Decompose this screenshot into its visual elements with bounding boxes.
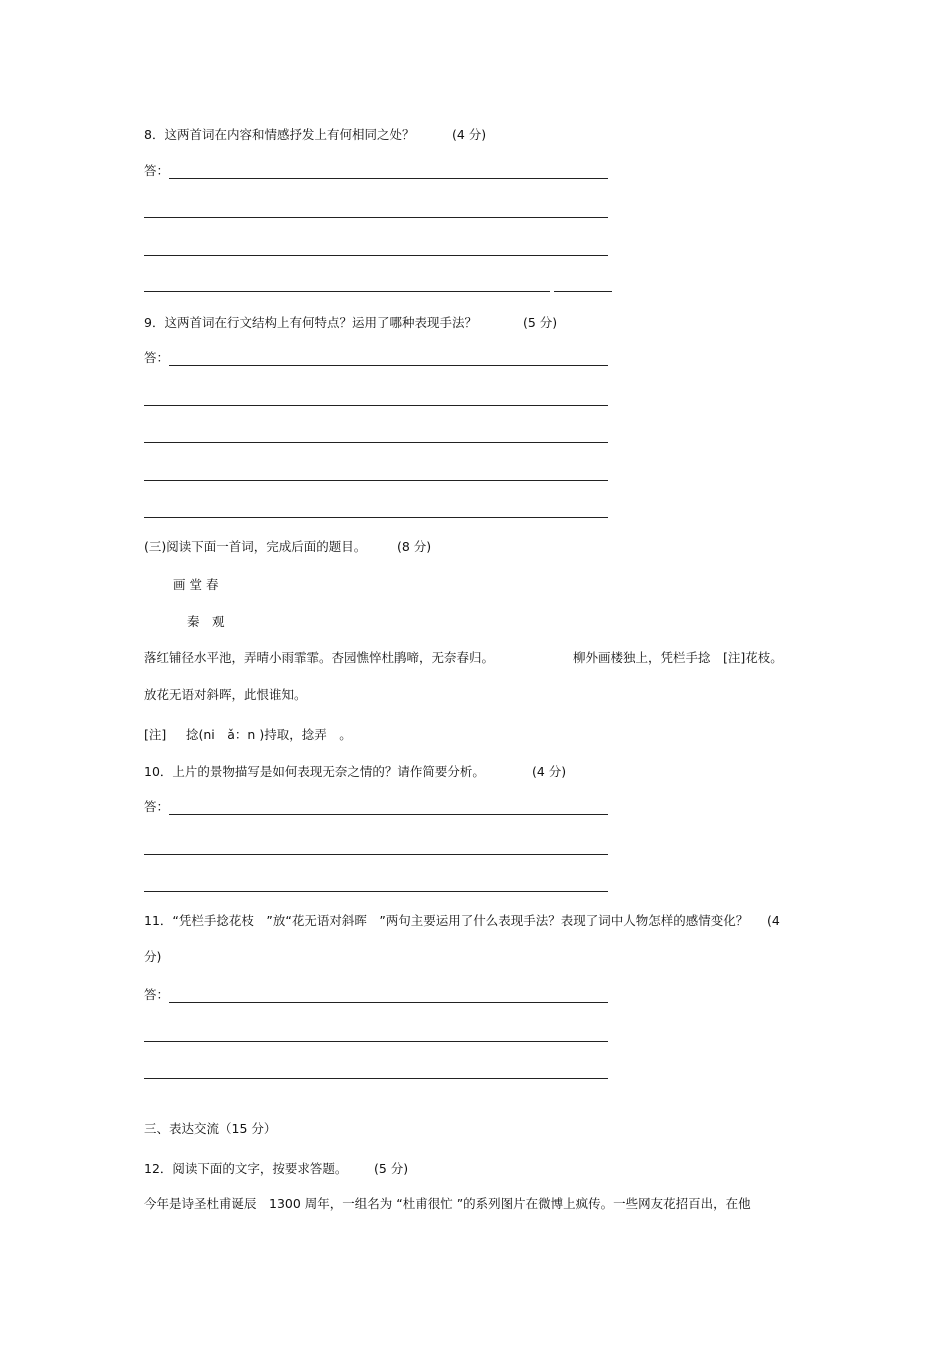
- q12-passage: 今年是诗圣杜甫诞辰 1300 周年，一组名为 “杜甫很忙 ”的系列图片在微博上疯传。一些网友花招百出，在他: [144, 1196, 751, 1211]
- section3-heading: (三)阅读下面一首词，完成后面的题目。: [144, 539, 367, 554]
- q9-text: 9．这两首词在行文结构上有何特点？运用了哪种表现手法？: [144, 315, 477, 330]
- q11-answer-label: 答：: [144, 987, 170, 1002]
- q8-text: 8．这两首词在内容和情感抒发上有何相同之处？: [144, 127, 415, 142]
- q11-answer-line-2[interactable]: [144, 1041, 608, 1042]
- note-label: [注]: [144, 727, 167, 742]
- section3-score: (8 分): [397, 539, 432, 554]
- poem-title: 画 堂 春: [173, 577, 219, 592]
- q9-answer-line-3[interactable]: [144, 442, 608, 443]
- part3-heading: 三、表达交流（15 分）: [144, 1121, 277, 1136]
- q12-text: 12．阅读下面的文字，按要求答题。: [144, 1161, 348, 1176]
- q10-answer-line-1[interactable]: [169, 814, 608, 815]
- q11-answer-line-3[interactable]: [144, 1078, 608, 1079]
- poem-line-1a: 落红铺径水平池，弄晴小雨霏霏。杏园憔悴杜鹃啼，无奈春归。: [144, 650, 495, 665]
- q12-score: (5 分): [374, 1161, 409, 1176]
- q8-score: (4 分): [452, 127, 487, 142]
- q9-answer-label: 答：: [144, 350, 170, 365]
- q8-answer-line-3[interactable]: [144, 255, 608, 256]
- q10-text: 10．上片的景物描写是如何表现无奈之情的？请作简要分析。: [144, 764, 485, 779]
- q11-score-b: 分): [144, 949, 162, 964]
- q10-score: (4 分): [532, 764, 567, 779]
- q11-score-a: (4: [767, 913, 780, 928]
- q9-answer-line-5[interactable]: [144, 517, 608, 518]
- note-text: 捻(ni ǎ：n )持取，捻弄 。: [186, 727, 352, 742]
- q8-answer-line-4a[interactable]: [144, 291, 550, 292]
- q8-answer-label: 答：: [144, 163, 170, 178]
- q9-score: (5 分): [523, 315, 558, 330]
- q9-answer-line-4[interactable]: [144, 480, 608, 481]
- q10-answer-line-3[interactable]: [144, 891, 608, 892]
- poem-author: 秦 观: [187, 614, 225, 629]
- q10-answer-label: 答：: [144, 799, 170, 814]
- q9-answer-line-2[interactable]: [144, 405, 608, 406]
- q11-answer-line-1[interactable]: [169, 1002, 608, 1003]
- q11-text: 11．“凭栏手捻花枝 ”放“花无语对斜晖 ”两句主要运用了什么表现手法？表现了词中人物怎样的感情变化？: [144, 913, 749, 928]
- q10-answer-line-2[interactable]: [144, 854, 608, 855]
- poem-line-2: 放花无语对斜晖，此恨谁知。: [144, 687, 307, 702]
- q8-answer-line-2[interactable]: [144, 217, 608, 218]
- q8-answer-line-1[interactable]: [169, 178, 608, 179]
- poem-line-1b: 柳外画楼独上，凭栏手捻 [注]花枝。: [573, 650, 783, 665]
- q9-answer-line-1[interactable]: [169, 365, 608, 366]
- q8-answer-line-4b[interactable]: [554, 291, 612, 292]
